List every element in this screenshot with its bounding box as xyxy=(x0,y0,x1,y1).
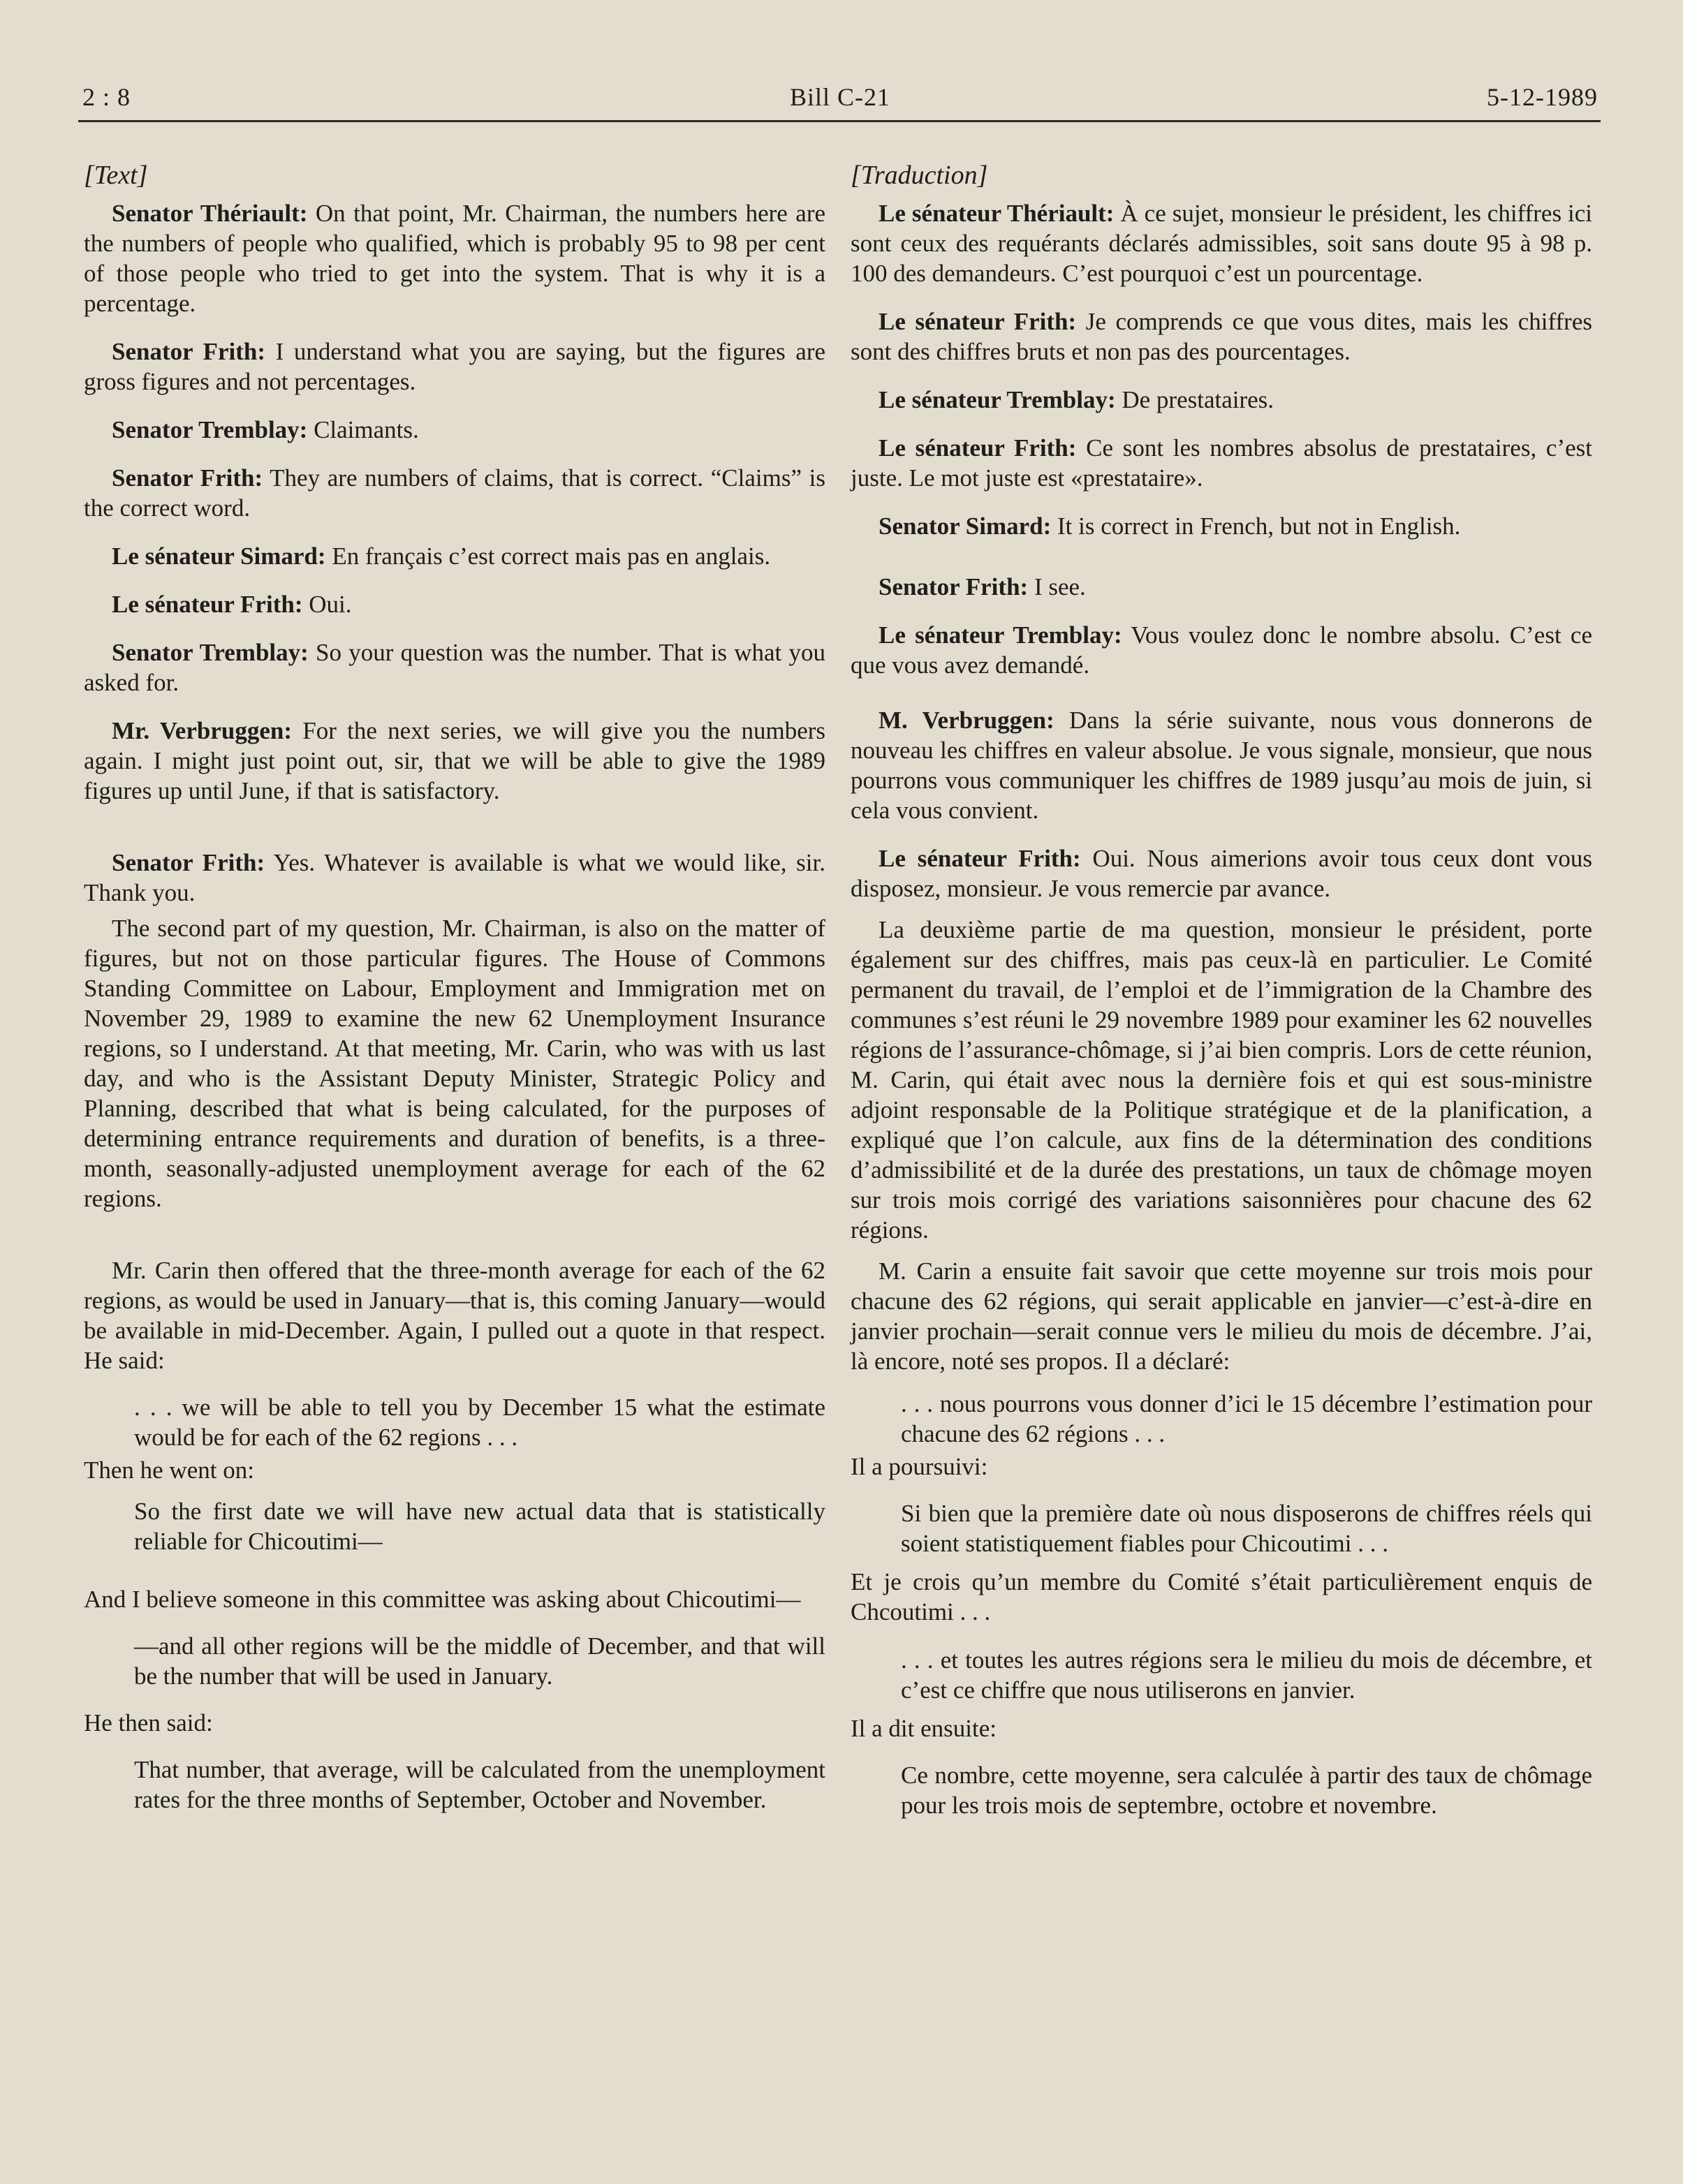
paragraph xyxy=(84,589,825,619)
speech-text: Dans la série suivante, nous vous donnerons de nouveau les chiffres en valeur absolue. Je vous signale, monsieur, que nous pourrons vous communiquer les chiffres de 1989 jusqu’au mois de juin, si cela vous convient. xyxy=(851,707,1593,824)
paragraph xyxy=(851,843,1592,903)
speech-text: On that point, Mr. Chairman, the numbers here are the numbers of people who qualified, which is probably 95 to 98 per cent of those people who tried to get into the system. That is why it is a percentage. xyxy=(84,200,826,317)
paragraph: Il a poursuivi: xyxy=(851,1453,988,1480)
speech-text: It is correct in French, but not in English. xyxy=(1051,512,1461,540)
paragraph xyxy=(851,572,1592,602)
paragraph xyxy=(84,541,825,571)
paragraph xyxy=(851,433,1592,493)
speaker-name: Senator Tremblay: xyxy=(112,639,309,666)
speech-text: So your question was the number. That is what you asked for. xyxy=(84,639,825,696)
speech-text: They are numbers of claims, that is correct. “Claims” is the correct word. xyxy=(84,464,825,522)
quotation: . . . we will be able to tell you by December 15 what the estimate would be for each of the 62 regions . . . xyxy=(134,1394,825,1451)
speaker-name: Le sénateur Frith: xyxy=(112,591,303,618)
speech-text: Ce sont les nombres absolus de prestataires, c’est juste. Le mot juste est «prestataire». xyxy=(851,434,1592,492)
paragraph: He then said: xyxy=(84,1709,213,1736)
speaker-name: Senator Frith: xyxy=(112,464,263,492)
paragraph: Il a dit ensuite: xyxy=(851,1715,997,1742)
paragraph: Mr. Carin then offered that the three-month average for each of the 62 regions, as would be used in January—that is, this coming January—would be available in mid-December. Again, I pulled out a quote in that respect. He said: xyxy=(84,1257,825,1374)
paragraph xyxy=(84,337,825,397)
speaker-name: Le sénateur Tremblay: xyxy=(879,621,1122,649)
speaker-name: Senator Thériault: xyxy=(112,200,308,227)
speech-text: Yes. Whatever is available is what we would like, sir. Thank you. xyxy=(84,849,825,906)
speaker-name: M. Verbruggen: xyxy=(879,707,1054,734)
quotation: So the first date we will have new actual data that is statistically reliable for Chicoutimi— xyxy=(134,1498,825,1555)
speech-text: Vous voulez donc le nombre absolu. C’est ce que vous avez demandé. xyxy=(851,621,1592,679)
speaker-name: Le sénateur Frith: xyxy=(879,308,1077,335)
speaker-name: Le sénateur Simard: xyxy=(112,543,326,570)
column-label: [Text] xyxy=(84,161,148,190)
paragraph xyxy=(851,307,1592,367)
speaker-name: Le sénateur Frith: xyxy=(879,434,1077,462)
speaker-name: Senator Tremblay: xyxy=(112,416,308,443)
paragraph: Then he went on: xyxy=(84,1456,254,1484)
quotation: . . . et toutes les autres régions sera le milieu du mois de décembre, et c’est ce chiffre que nous utiliserons en janvier. xyxy=(901,1646,1592,1704)
speech-text: À ce sujet, monsieur le président, les chiffres ici sont ceux des requérants déclarés admissibles, soit sans doute 95 à 98 p. 100 des demandeurs. C’est pourquoi c’est un pourcentage. xyxy=(851,200,1593,287)
speaker-name: Senator Frith: xyxy=(112,849,265,876)
paragraph xyxy=(84,463,825,523)
paragraph xyxy=(851,511,1592,541)
page-number: 2 : 8 xyxy=(82,83,131,111)
column-label: [Traduction] xyxy=(851,161,988,190)
paragraph: The second part of my question, Mr. Chairman, is also on the matter of figures, but not on those particular figures. The House of Commons Standing Committee on Labour, Employment and Immigration met on November 29, 1989 to examine the new 62 Unemployment Insurance regions, so I understand. At that meeting, Mr. Carin, who was with us last day, and who is the Assistant Deputy Minister, Strategic Policy and Planning, described that what is being calculated, for the purposes of determining entrance requirements and duration of benefits, is a three-month, seasonally-adjusted unemployment average for each of the 62 regions. xyxy=(84,915,825,1212)
speaker-name: Le sénateur Frith: xyxy=(879,845,1081,872)
speaker-name: Mr. Verbruggen: xyxy=(112,717,292,744)
bill-title: Bill C-21 xyxy=(789,83,891,111)
paragraph xyxy=(851,705,1592,825)
paragraph xyxy=(84,198,825,318)
paragraph xyxy=(851,620,1592,680)
speaker-name: Le sénateur Tremblay: xyxy=(879,386,1116,413)
speech-text: I see. xyxy=(1028,573,1086,600)
page-header xyxy=(82,82,1598,131)
paragraph: M. Carin a ensuite fait savoir que cette moyenne sur trois mois pour chacune des 62 régions, qui serait applicable en janvier—c’est-à-dire en janvier prochain—serait connue vers le milieu du mois de décembre. J’ai, là encore, noté ses propos. Il a déclaré: xyxy=(851,1257,1592,1375)
paragraph xyxy=(84,415,825,445)
speech-text: I understand what you are saying, but the figures are gross figures and not percentages. xyxy=(84,338,826,395)
paragraph: La deuxième partie de ma question, monsieur le président, porte également sur des chiffres, mais pas ceux-là en particulier. Le Comité permanent du travail, de l’emploi et de l’immigration de la Chambre des communes s’est réuni le 29 novembre 1989 pour examiner les 62 nouvelles régions de l’assurance-chômage, si j’ai bien compris. Lors de cette réunion, M. Carin, qui était avec nous la dernière fois et qui est sous-ministre adjoint responsable de la Politique stratégique et de la planification, a expliqué que l’on calcule, aux fins de la détermination des conditions d’admissibilité et de la durée des prestations, un taux de chômage moyen sur trois mois corrigé des variations saisonnières pour chacune des 62 régions. xyxy=(851,916,1592,1244)
english-column xyxy=(84,159,825,1831)
speaker-name: Senator Frith: xyxy=(879,573,1029,600)
speech-text: For the next series, we will give you the numbers again. I might just point out, sir, that we will be able to give the 1989 figures up until June, if that is satisfactory. xyxy=(84,717,826,804)
paragraph: Et je crois qu’un membre du Comité s’était particulièrement enquis de Chcoutimi . . . xyxy=(851,1568,1592,1625)
quotation: Ce nombre, cette moyenne, sera calculée à partir des taux de chômage pour les trois mois de septembre, octobre et novembre. xyxy=(901,1762,1592,1819)
speech-text: Je comprends ce que vous dites, mais les chiffres sont des chiffres bruts et non pas des pourcentages. xyxy=(851,308,1592,365)
speech-text: Oui. xyxy=(302,591,352,618)
paragraph xyxy=(84,848,825,908)
speech-text: En français c’est correct mais pas en anglais. xyxy=(325,543,771,570)
paragraph xyxy=(84,716,825,806)
paragraph xyxy=(851,198,1592,288)
speech-text: De prestataires. xyxy=(1115,386,1274,413)
speaker-name: Senator Frith: xyxy=(112,338,266,365)
paragraph: And I believe someone in this committee was asking about Chicoutimi— xyxy=(84,1586,801,1613)
paragraph xyxy=(84,637,825,698)
speaker-name: Le sénateur Thériault: xyxy=(879,200,1115,227)
speech-text: Oui. Nous aimerions avoir tous ceux dont vous disposez, monsieur. Je vous remercie par avance. xyxy=(851,845,1592,902)
speech-text: Claimants. xyxy=(307,416,419,443)
speaker-name: Senator Simard: xyxy=(879,512,1052,540)
french-column xyxy=(851,159,1592,1837)
paragraph xyxy=(851,385,1592,415)
quotation: . . . nous pourrons vous donner d’ici le 15 décembre l’estimation pour chacune des 62 régions . . . xyxy=(901,1390,1592,1447)
quotation: Si bien que la première date où nous disposerons de chiffres réels qui soient statistiquement fiables pour Chicoutimi . . . xyxy=(901,1500,1592,1557)
quotation: —and all other regions will be the middle of December, and that will be the number that will be used in January. xyxy=(134,1632,825,1690)
header-rule xyxy=(78,120,1601,122)
sitting-date: 5-12-1989 xyxy=(1487,83,1598,111)
quotation: That number, that average, will be calculated from the unemployment rates for the three months of September, October and November. xyxy=(134,1756,825,1813)
